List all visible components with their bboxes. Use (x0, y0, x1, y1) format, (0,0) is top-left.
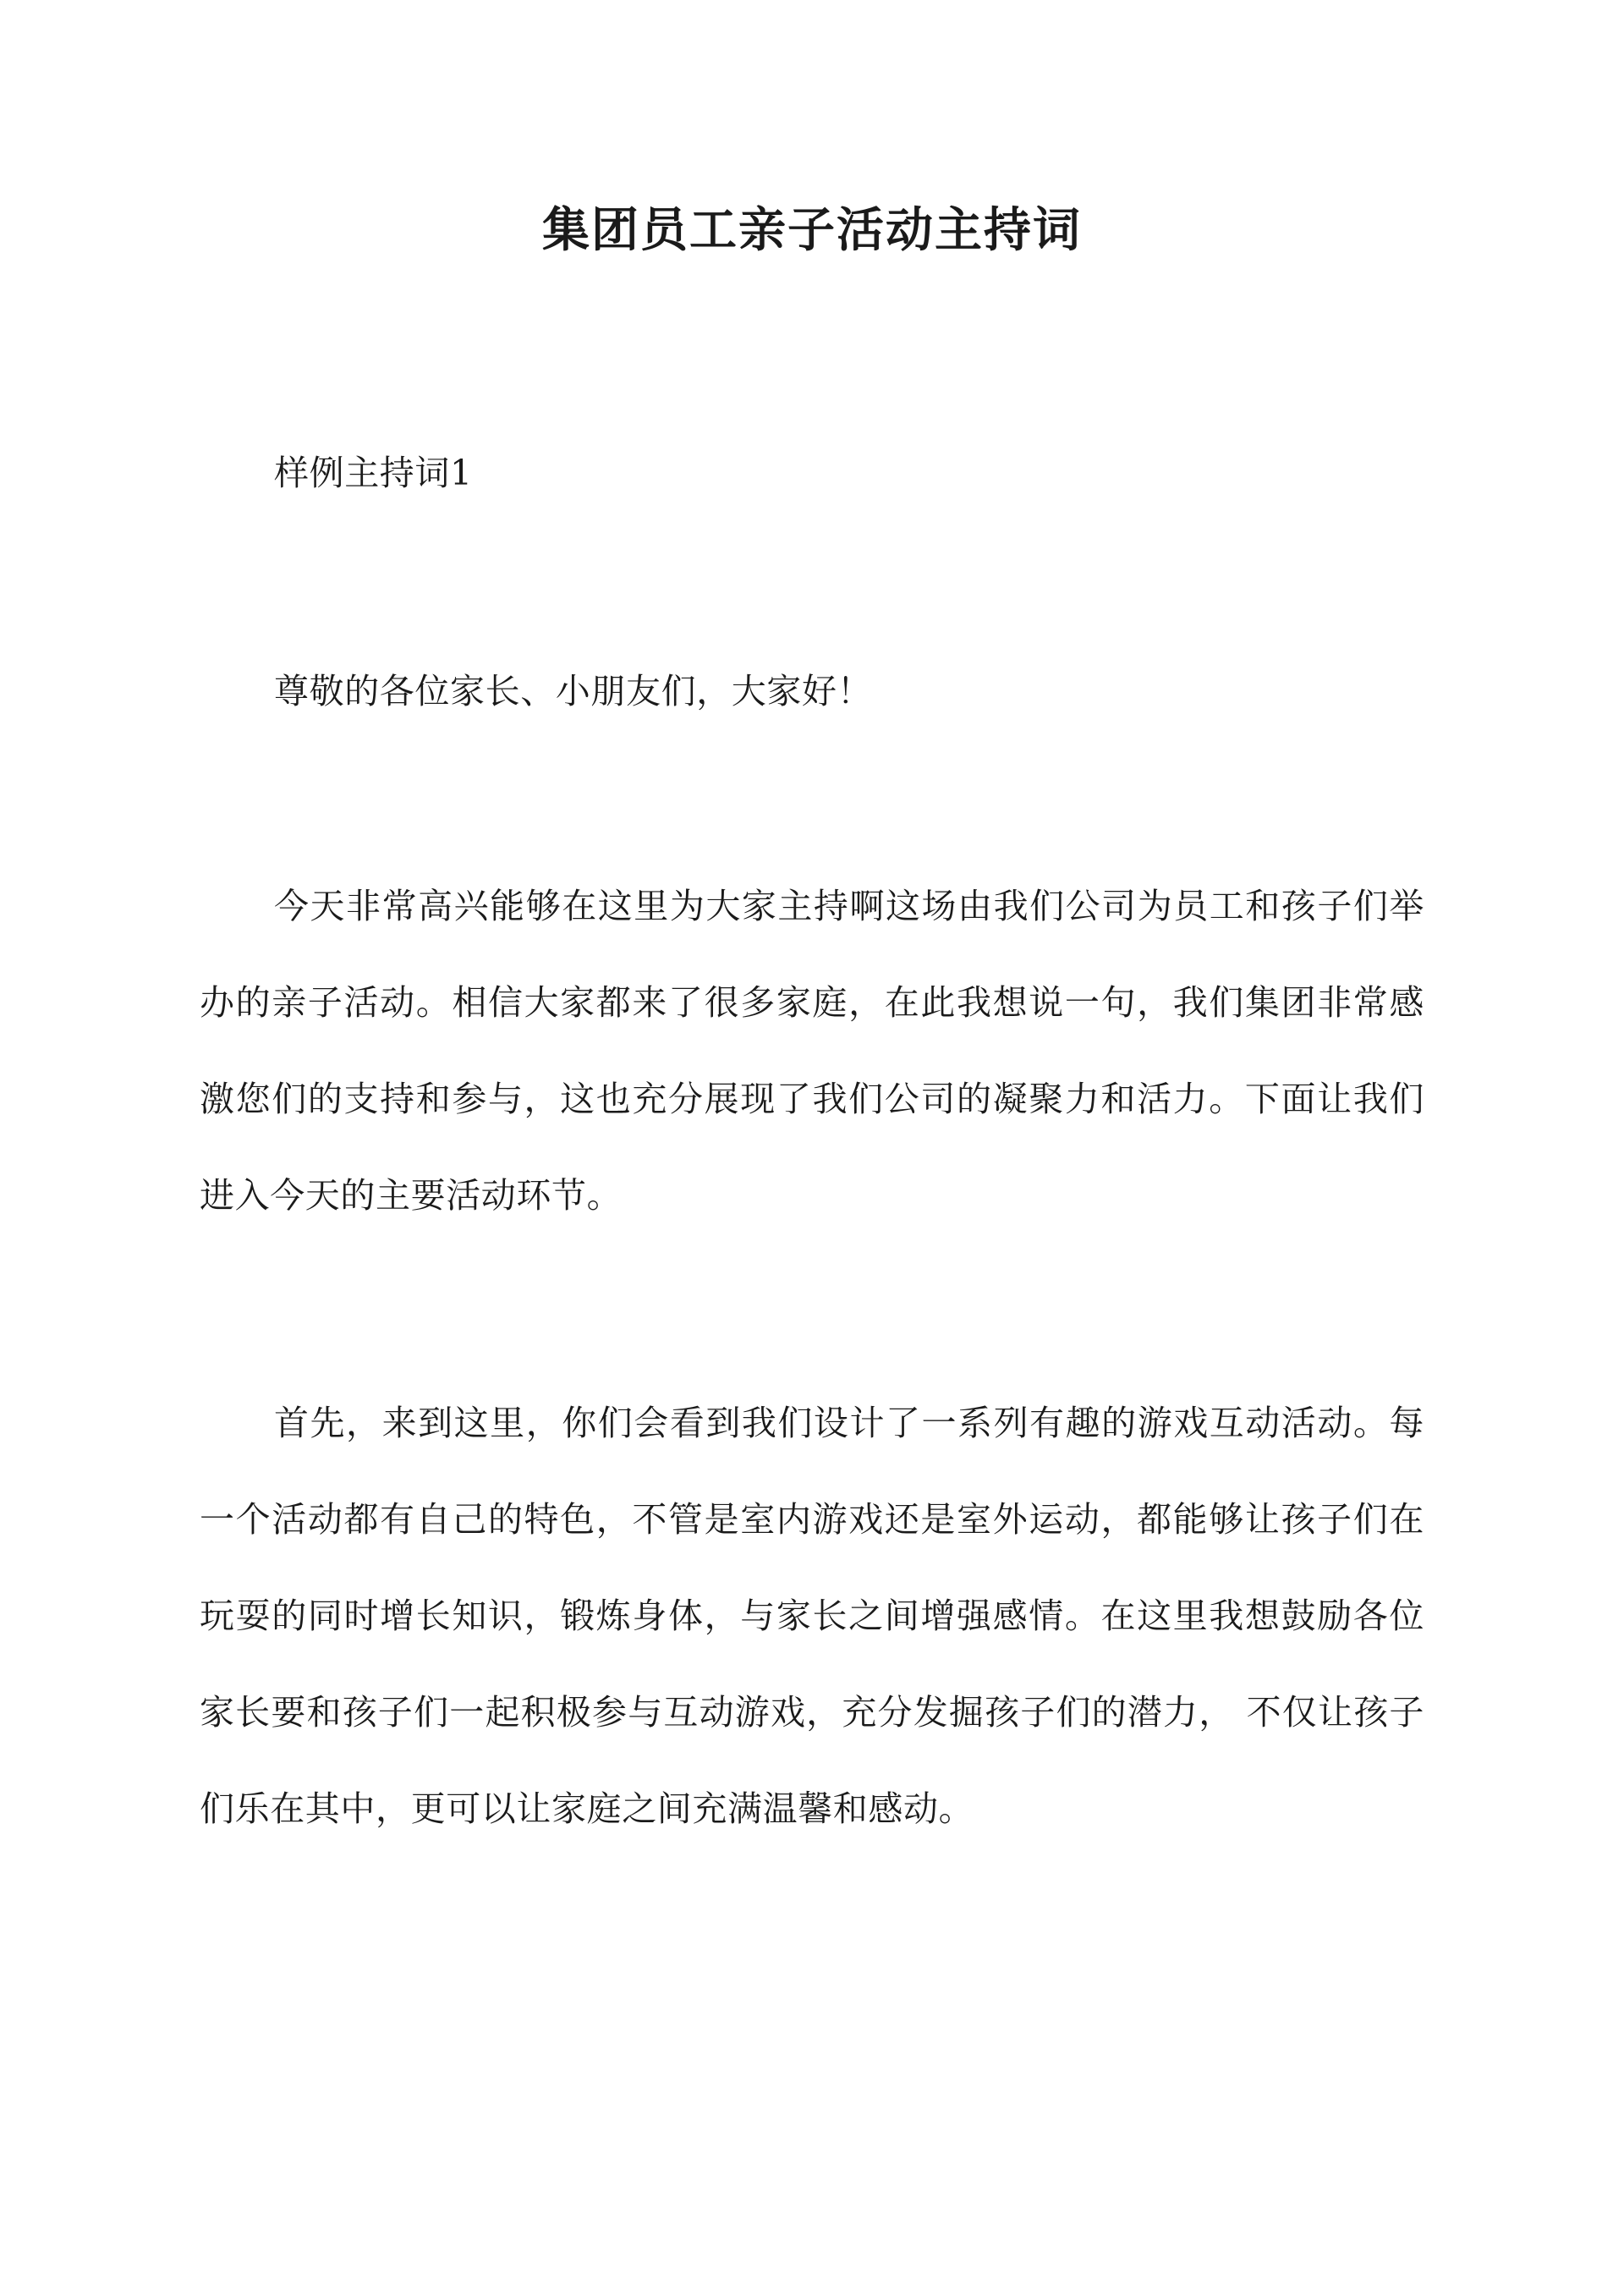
intro-paragraph: 今天非常高兴能够在这里为大家主持啊这场由我们公司为员工和孩子们举办的亲子活动。相信大家都来了很多家庭，在此我想说一句，我们集团非常感激您们的支持和参与，这也充分展现了我们公司的凝聚力和活力。下面让我们进入今天的主要活动环节。 (200, 886, 1424, 1216)
activities-paragraph: 首先，来到这里，你们会看到我们设计了一系列有趣的游戏互动活动。每一个活动都有自己的特色，不管是室内游戏还是室外运动，都能够让孩子们在玩耍的同时增长知识，锻炼身体，与家长之间增强感情。在这里我想鼓励各位家长要和孩子们一起积极参与互动游戏，充分发掘孩子们的潜力， 不仅让孩子们乐在其中，更可以让家庭之间充满温馨和感动。 (200, 1403, 1424, 1829)
sample-heading: 样例主持词1 (274, 453, 473, 493)
document-title: 集团员工亲子活动主持词 (542, 202, 1082, 258)
greeting-paragraph: 尊敬的各位家长、小朋友们，大家好！ (274, 671, 873, 711)
